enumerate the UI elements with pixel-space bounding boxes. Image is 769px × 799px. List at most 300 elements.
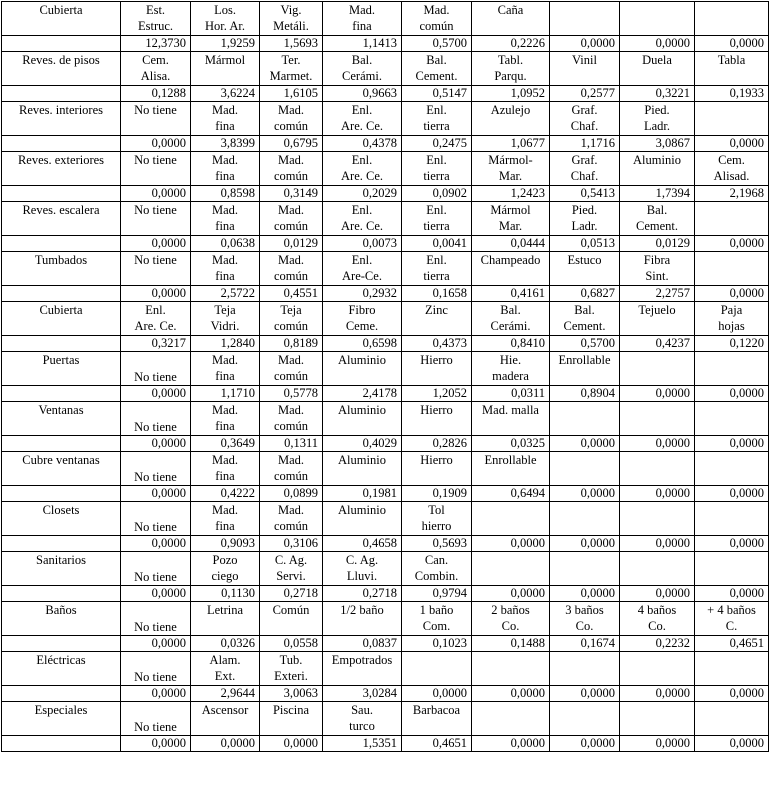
option-text: No tiene [134,520,177,534]
value-cell: 1,9259 [191,36,260,52]
option-text: 4 baños [637,603,677,617]
option-text: Vinil [572,53,597,67]
value-cell: 0,0000 [550,586,620,602]
option-text: Ascensor [201,703,249,717]
options-row [2,402,769,436]
option-cell [472,552,550,586]
option-text: Mar. [498,169,523,183]
value-cell: 0,0000 [620,386,695,402]
category-label: Tumbados [2,252,121,286]
value-cell: 0,9093 [191,536,260,552]
option-cell [121,702,191,736]
option-text: fina [215,119,235,133]
option-text: hierro [421,519,452,533]
value-cell: 0,2475 [402,136,472,152]
option-cell [472,202,550,236]
values-row [2,286,769,302]
option-text: fina [215,519,235,533]
option-text: Graf. [571,153,598,167]
option-cell [323,302,402,336]
option-text: Sau. [351,703,373,717]
value-cell: 0,0325 [472,436,550,452]
option-text: Aluminio [338,403,386,417]
option-cell [121,252,191,286]
option-text: Cement. [415,69,458,83]
option-text: Mad. [211,153,239,167]
value-cell: 0,0000 [121,486,191,502]
option-text: Co. [575,619,594,633]
category-label: Reves. interiores [2,102,121,136]
empty-cell [2,736,121,752]
option-cell [402,452,472,486]
option-cell [260,402,323,436]
option-text: Paja [720,303,743,317]
option-text: Vidri. [210,319,240,333]
value-cell: 0,0000 [695,736,769,752]
option-text: fina [215,219,235,233]
option-cell [402,52,472,86]
option-text: Aluminio [338,353,386,367]
option-cell [121,402,191,436]
option-text: común [419,19,454,33]
option-cell [191,2,260,36]
value-cell: 0,0000 [550,436,620,452]
option-text: Alisad. [713,169,750,183]
category-label: Puertas [2,352,121,386]
empty-cell [2,336,121,352]
empty-cell [2,36,121,52]
option-cell [472,102,550,136]
options-row [2,252,769,286]
category-label: Cubre ventanas [2,452,121,486]
value-cell: 0,0000 [191,736,260,752]
option-cell [620,52,695,86]
option-cell [402,152,472,186]
value-cell: 0,4658 [323,536,402,552]
options-row [2,702,769,736]
option-cell [260,252,323,286]
option-cell [191,402,260,436]
option-text: Mar. [498,219,523,233]
option-text: No tiene [134,153,177,167]
option-text: Ceme. [345,319,379,333]
option-cell [550,252,620,286]
value-cell: 2,4178 [323,386,402,402]
option-text: 3 baños [565,603,604,617]
option-text: Mad. [423,3,450,17]
option-cell [323,552,402,586]
value-cell: 1,2423 [472,186,550,202]
option-text: Estuco [567,253,602,267]
option-text: No tiene [134,670,177,684]
category-label: Baños [2,602,121,636]
option-text: 2 baños [491,603,530,617]
option-cell [550,352,620,386]
value-cell: 12,3730 [121,36,191,52]
option-cell [121,102,191,136]
option-cell [191,52,260,86]
option-cell [260,52,323,86]
option-cell [620,2,695,36]
option-cell [402,602,472,636]
option-text: Hor. Ar. [205,19,245,33]
option-text: Co. [501,619,520,633]
option-text: C. [725,619,738,633]
value-cell: 0,1220 [695,336,769,352]
option-cell [260,152,323,186]
empty-cell [2,536,121,552]
option-text: fina [215,419,235,433]
value-cell: 1,1716 [550,136,620,152]
option-cell [191,352,260,386]
category-label: Reves. escalera [2,202,121,236]
option-cell [472,652,550,686]
value-cell: 0,6827 [550,286,620,302]
value-cell: 0,1658 [402,286,472,302]
value-cell: 0,5693 [402,536,472,552]
option-text: Marmet. [269,69,313,83]
value-cell: 0,4237 [620,336,695,352]
option-text: Mad. [211,103,239,117]
value-cell: 0,5413 [550,186,620,202]
option-text: común [273,519,309,533]
option-text: Bal. [574,303,595,317]
value-cell: 0,4651 [695,636,769,652]
option-text: C. Ag. [345,553,379,567]
option-text: C. Ag. [274,553,308,567]
options-row [2,502,769,536]
values-row [2,436,769,452]
empty-cell [2,486,121,502]
options-row [2,102,769,136]
values-row [2,136,769,152]
option-cell [695,652,769,686]
value-cell: 0,0000 [620,436,695,452]
option-text: común [273,169,309,183]
options-row [2,652,769,686]
value-cell: 0,1288 [121,86,191,102]
option-text: Chaf. [570,169,599,183]
option-text: Empotrados [331,653,393,667]
option-text: Tabl. [497,53,524,67]
option-text: 1/2 baño [340,603,384,617]
option-cell [191,552,260,586]
value-cell: 0,0513 [550,236,620,252]
option-text: No tiene [134,570,177,584]
option-text: Duela [642,53,672,67]
option-text: Servi. [276,569,306,583]
option-text: + 4 baños [707,603,756,617]
empty-cell [2,186,121,202]
option-cell [323,502,402,536]
option-cell [550,52,620,86]
option-text: Mad. [277,403,305,417]
value-cell: 0,0902 [402,186,472,202]
option-text: Enl. [426,253,447,267]
option-cell [323,602,402,636]
option-text: Are. Ce. [341,119,383,133]
value-cell: 0,0000 [121,286,191,302]
option-text: fina [215,469,235,483]
option-cell [260,202,323,236]
value-cell: 0,1909 [402,486,472,502]
option-cell [260,2,323,36]
value-cell: 0,0000 [695,686,769,702]
option-text: Chaf. [570,119,599,133]
value-cell: 0,5700 [550,336,620,352]
value-cell: 1,1710 [191,386,260,402]
option-cell [191,502,260,536]
value-cell: 0,1130 [191,586,260,602]
value-cell: 0,0000 [550,736,620,752]
option-text: Combin. [414,569,459,583]
option-text: Enl. [426,203,447,217]
value-cell: 0,2826 [402,436,472,452]
value-cell: 0,0000 [695,386,769,402]
option-cell [191,152,260,186]
option-cell [323,702,402,736]
option-text: No tiene [134,620,177,634]
option-text: Alam. [209,653,241,667]
value-cell: 0,0000 [695,36,769,52]
value-cell: 0,0000 [472,536,550,552]
value-cell: 0,1933 [695,86,769,102]
value-cell: 0,3221 [620,86,695,102]
option-text: Piscina [272,703,310,717]
empty-cell [2,436,121,452]
option-text: Cerámi. [490,319,531,333]
value-cell: 0,1023 [402,636,472,652]
value-cell: 3,0063 [260,686,323,702]
option-cell [323,252,402,286]
option-text: Hierro [420,353,453,367]
option-text: común [273,419,309,433]
option-text: Vig. [280,3,302,17]
option-cell [550,502,620,536]
option-cell [620,202,695,236]
option-text: Enl. [145,303,166,317]
value-cell: 0,6494 [472,486,550,502]
values-row [2,336,769,352]
option-text: Barbacoa [412,703,461,717]
option-text: común [273,469,309,483]
option-text: Bal. [646,203,668,217]
option-text: Mad. malla [482,403,539,417]
value-cell: 0,0000 [550,686,620,702]
option-text: Fibra [643,253,671,267]
option-cell [620,352,695,386]
value-cell: 0,2226 [472,36,550,52]
option-text: Tabla [717,53,746,67]
value-cell: 0,0000 [620,586,695,602]
option-cell [620,452,695,486]
option-cell [472,2,550,36]
option-cell [121,352,191,386]
option-text: tierra [423,269,450,283]
option-text: Alisa. [140,69,171,83]
options-row [2,302,769,336]
option-cell [121,52,191,86]
option-cell [550,152,620,186]
empty-cell [2,586,121,602]
options-row [2,202,769,236]
option-text: común [273,369,309,383]
option-cell [695,502,769,536]
option-cell [191,452,260,486]
option-cell [260,502,323,536]
option-text: Enrollable [558,353,611,367]
option-cell [402,402,472,436]
value-cell: 0,0837 [323,636,402,652]
option-text: Mad. [211,503,239,517]
option-cell [620,602,695,636]
option-cell [260,652,323,686]
option-text: común [273,119,309,133]
value-cell: 0,0000 [695,286,769,302]
option-cell [323,402,402,436]
option-text: Aluminio [633,153,681,167]
option-text: Fibro [348,303,376,317]
value-cell: 0,6795 [260,136,323,152]
option-text: Graf. [571,103,598,117]
value-cell: 0,0000 [402,686,472,702]
option-cell [191,102,260,136]
option-text: Cem. [142,53,169,67]
empty-cell [2,386,121,402]
value-cell: 0,5700 [402,36,472,52]
option-cell [695,552,769,586]
option-cell [260,352,323,386]
option-text: 1 baño [419,603,454,617]
option-cell [323,2,402,36]
values-row [2,636,769,652]
option-text: Aluminio [338,453,386,467]
option-text: No tiene [134,420,177,434]
option-text: Enl. [351,103,373,117]
option-cell [472,52,550,86]
option-cell [472,502,550,536]
value-cell: 0,3649 [191,436,260,452]
value-cell: 0,0000 [695,536,769,552]
option-text: No tiene [134,470,177,484]
option-text: Los. [214,3,236,17]
option-text: No tiene [134,103,177,117]
options-row [2,452,769,486]
option-text: fina [215,269,235,283]
option-text: Cement. [563,319,606,333]
option-text: Mármol [204,53,246,67]
value-cell: 3,0867 [620,136,695,152]
option-cell [260,452,323,486]
value-cell: 0,0000 [620,486,695,502]
option-cell [260,702,323,736]
value-cell: 3,8399 [191,136,260,152]
category-label: Cubierta [2,2,121,36]
value-cell: 0,1674 [550,636,620,652]
option-text: No tiene [134,370,177,384]
option-text: Mad. [211,253,239,267]
value-cell: 0,8410 [472,336,550,352]
value-cell: 0,0000 [472,586,550,602]
category-label: Ventanas [2,402,121,436]
value-cell: 0,8598 [191,186,260,202]
value-cell: 0,0444 [472,236,550,252]
value-cell: 0,0000 [121,436,191,452]
option-cell [550,402,620,436]
value-cell: 0,8904 [550,386,620,402]
table-body [2,2,769,752]
option-text: No tiene [134,203,177,217]
option-text: Co. [648,619,666,633]
value-cell: 0,4378 [323,136,402,152]
values-row [2,236,769,252]
option-text: común [273,319,309,333]
value-cell: 0,0129 [620,236,695,252]
option-cell [323,102,402,136]
value-cell: 0,1311 [260,436,323,452]
option-text: común [273,269,309,283]
option-text: Aluminio [338,503,386,517]
option-text: fina [215,169,235,183]
options-row [2,602,769,636]
option-cell [472,402,550,436]
empty-cell [2,86,121,102]
value-cell: 0,2718 [323,586,402,602]
option-text: No tiene [134,253,177,267]
option-cell [260,102,323,136]
value-cell: 0,0326 [191,636,260,652]
value-cell: 1,1413 [323,36,402,52]
category-label: Eléctricas [2,652,121,686]
option-text: Mad. [277,453,305,467]
option-text: Teja [214,303,236,317]
option-cell [260,552,323,586]
value-cell: 0,0899 [260,486,323,502]
option-text: Hie. [499,353,522,367]
option-cell [191,202,260,236]
coefficients-table [1,1,769,752]
option-cell [620,102,695,136]
option-text: tierra [423,219,450,233]
option-text: Tub. [279,653,303,667]
option-cell [402,702,472,736]
option-cell [472,452,550,486]
option-cell [121,2,191,36]
option-text: Are-Ce. [342,269,382,283]
option-text: Mad. [211,353,239,367]
category-label: Closets [2,502,121,536]
options-row [2,352,769,386]
options-row [2,52,769,86]
option-cell [472,352,550,386]
option-text: Est. [145,3,166,17]
option-text: Estruc. [137,19,174,33]
option-text: No tiene [134,720,177,734]
value-cell: 0,9794 [402,586,472,602]
option-cell [550,2,620,36]
option-cell [402,302,472,336]
empty-cell [2,136,121,152]
value-cell: 0,0000 [260,736,323,752]
value-cell: 0,0638 [191,236,260,252]
option-text: Mad. [211,203,239,217]
option-text: Bal. [351,53,373,67]
option-cell [695,102,769,136]
values-row [2,536,769,552]
values-row [2,86,769,102]
option-text: Sint. [645,269,669,283]
value-cell: 0,0000 [121,236,191,252]
